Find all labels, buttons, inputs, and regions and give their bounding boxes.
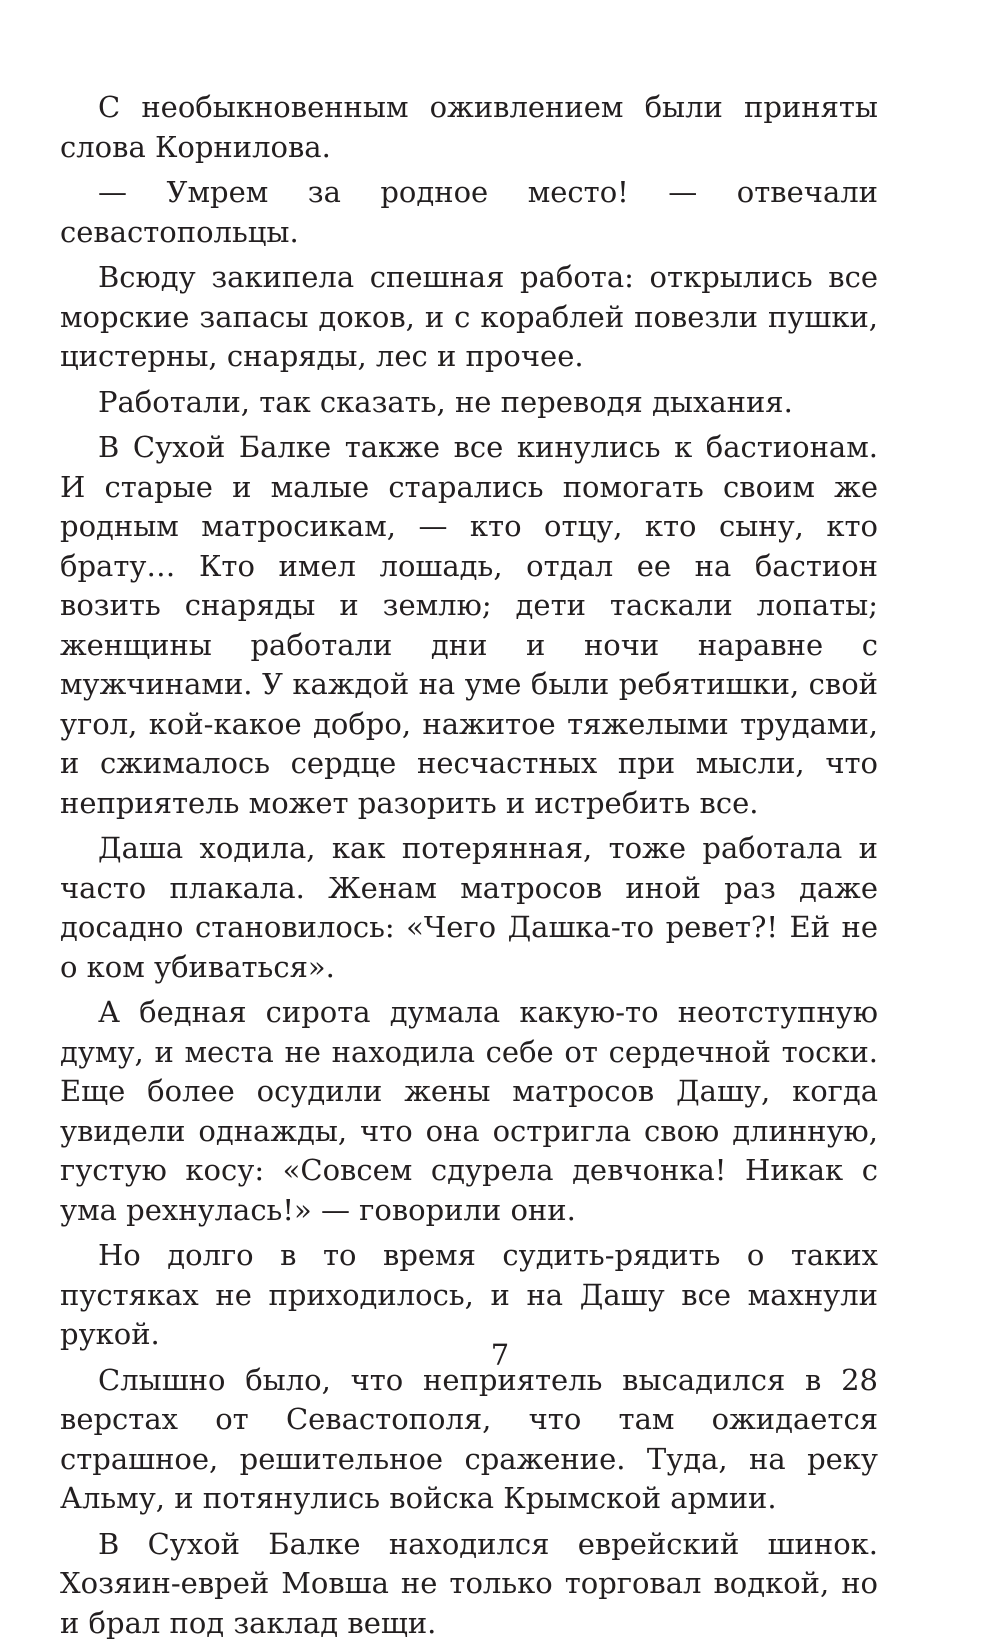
paragraph: — Умрем за родное место! — отвечали севастопольцы. bbox=[60, 175, 878, 249]
page-number: 7 bbox=[490, 1338, 510, 1372]
paragraph: Но долго в то время судить-рядить о таких пустяках не приходилось, и на Дашу все махнули рукой. bbox=[60, 1238, 878, 1351]
paragraph: С необыкновенным оживлением были приняты слова Корнилова. bbox=[60, 90, 878, 164]
paragraph: А бедная сирота думала какую-то неотступную думу, и места не находила себе от сердечной тоски. Еще более осудили жены матросов Дашу, когда увидели однажды, что она остригла свою длинную, густую косу: «Совсем сдурела девчонка! Никак с ума рехнулась!» — говорили они. bbox=[60, 995, 878, 1227]
paragraph: Работали, так сказать, не переводя дыхания. bbox=[98, 384, 793, 419]
paragraph: В Сухой Балке также все кинулись к бастионам. И старые и малые старались помогать своим же родным матросикам, — кто отцу, кто сыну, кто брату… Кто имел лошадь, отдал ее на бастион возить снаряды и землю; дети таскали лопаты; женщины работали дни и ночи наравне с мужчинами. У каждой на уме были ребятишки, свой угол, кой-какое добро, нажитое тяжелыми трудами, и сжималось сердце несчастных при мысли, что неприятель может разорить и истребить все. bbox=[60, 430, 878, 820]
paragraph: В Сухой Балке находился еврейский шинок. Хозяин-еврей Мовша не только торговал водкой, но и брал под заклад вещи. bbox=[60, 1526, 878, 1640]
paragraph: Всюду закипела спешная работа: открылись все морские запасы доков, и с кораблей повезли пушки, цистерны, снаряды, лес и прочее. bbox=[60, 260, 878, 373]
paragraph: Даша ходила, как потерянная, тоже работала и часто плакала. Женам матросов иной раз даже досадно становилось: «Чего Дашка-то ревет?! Ей не о ком убиваться». bbox=[60, 831, 878, 984]
page-body bbox=[60, 88, 878, 1649]
paragraph: Слышно было, что неприятель высадился в 28 верстах от Севастополя, что там ожидается страшное, решительное сражение. Туда, на реку Альму, и потянулись войска Крымской армии. bbox=[60, 1362, 878, 1515]
